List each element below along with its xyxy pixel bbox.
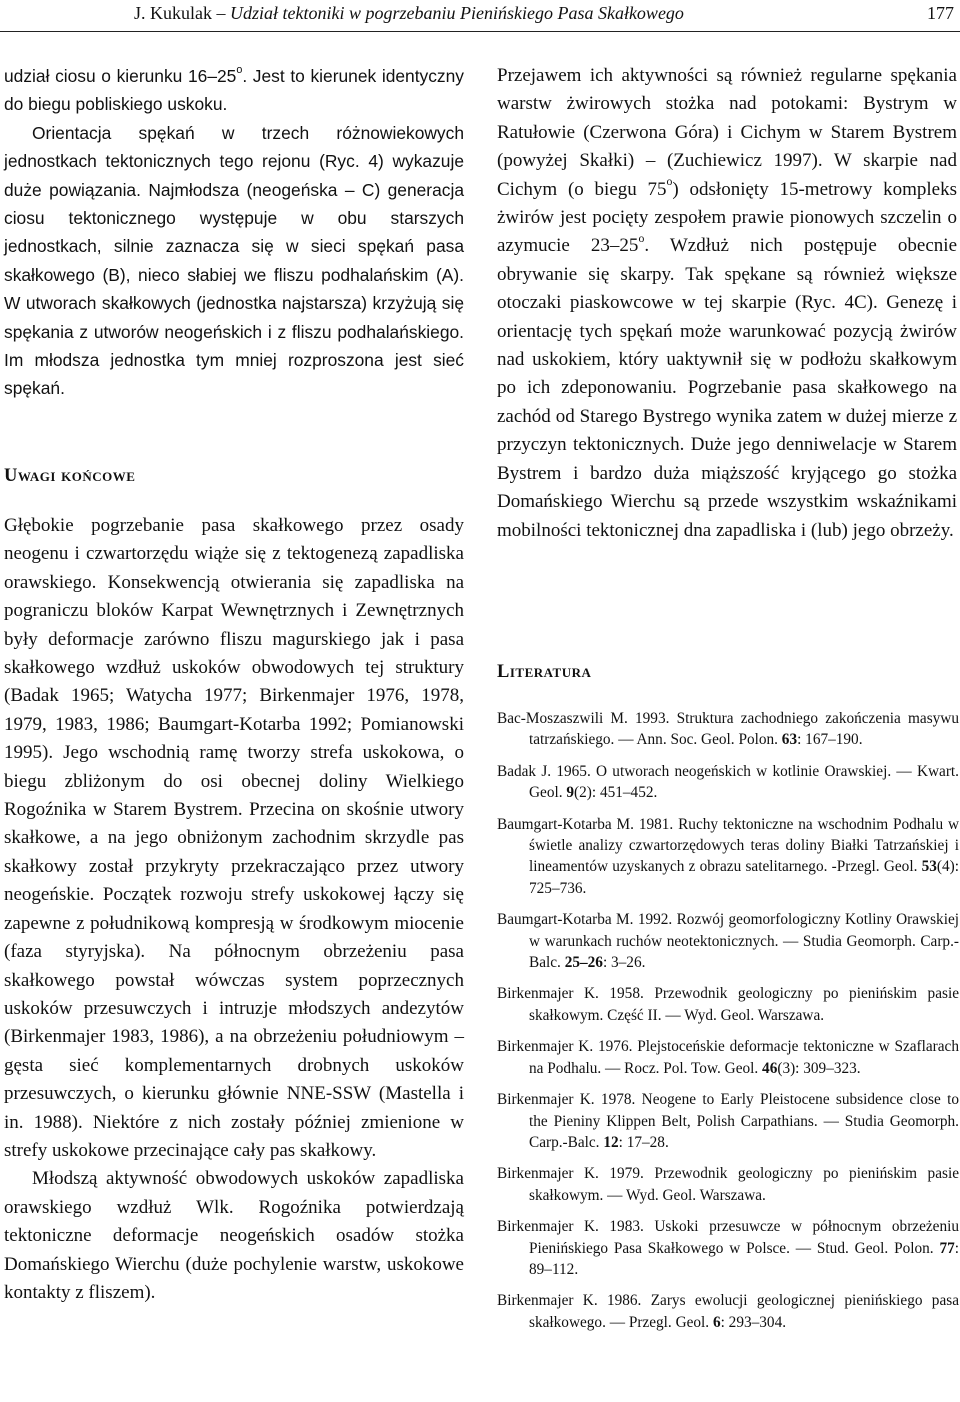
reference-item <box>497 983 959 1026</box>
reference-item <box>497 1089 959 1153</box>
reference-volume: 9 <box>566 784 575 802</box>
left-paragraph-2: Orientacja spękań w trzech różnowiekowych jednostkach tektonicznych tego rejonu (Ryc. 4) wykazuje duże powiązania. Najmłodsza (neogeńska – C) generacja ciosu tektonicznego występuje w obu starszych jednostkach, silnie zaznacza się w sieci spękań pasa skałkowego (B), nieco słabiej we fliszu podhalańskim (A). W utworach skałkowych (jednostka najstarsza) krzyżują się spękania z utworów neogeńskich i z fliszu podhalańskiego. Im młodsza jednostka tym mniej rozproszona jest sieć spękań. <box>4 122 464 399</box>
reference-item <box>497 1290 959 1333</box>
degree-sup: o <box>666 174 673 188</box>
reference-item <box>497 761 959 804</box>
header-rule <box>0 31 960 32</box>
reference-item <box>497 708 959 751</box>
reference-pages: : 89–112. <box>529 1239 959 1278</box>
left-paragraph-1 <box>4 62 464 119</box>
reference-text: Birkenmajer K. 1978. Neogene to Early Pleistocene subsidence close to the Pieniny Klippen Belt, Polish Carpathians. — Studia Geomorph. Carp.-Balc. <box>497 1091 959 1151</box>
reference-pages: (3): 309–323. <box>777 1059 861 1077</box>
reference-text: Birkenmajer K. 1986. Zarys ewolucji geologicznej pienińskiego pasa skałkowego. — Przegl. Geol. <box>497 1292 959 1331</box>
reference-text: Badak J. 1965. O utworach neogeńskich w kotlinie Orawskiej. — Kwart. Geol. <box>497 762 959 802</box>
left-column <box>4 62 464 403</box>
reference-item <box>497 814 959 900</box>
left-paragraph-4: Młodszą aktywność obwodowych uskoków zapadliska orawskiego wzdłuż Wlk. Rogoźnika potwierdzają tektoniczne deformacje neogeńskich osadów stożka Domańskiego Wierchu (duże pochylenie warstw, uskokowe kontakty z fliszem). <box>4 1168 464 1303</box>
right-column <box>497 62 957 545</box>
reference-volume: 25–26 <box>564 954 603 972</box>
section-heading-uwagi: Uwagi końcowe <box>4 466 136 486</box>
reference-text: Birkenmajer K. 1976. Plejstoceńskie deformacje tektoniczne w Szaflarach na Podhalu. — Rocz. Pol. Tow. Geol. <box>497 1038 959 1077</box>
reference-volume: 53 <box>921 858 937 876</box>
running-head-dash: – <box>212 3 230 23</box>
right-paragraph-1 <box>497 62 957 545</box>
reference-pages: : 167–190. <box>797 731 863 749</box>
reference-volume: 63 <box>781 731 798 749</box>
reference-volume: 77 <box>939 1239 955 1257</box>
left-column-body <box>4 512 464 1307</box>
degree-sup: o <box>236 64 243 77</box>
reference-pages: : 293–304. <box>720 1313 787 1331</box>
running-head-author: J. Kukulak <box>134 3 212 23</box>
reference-text: Baumgart-Kotarba M. 1981. Ruchy tektoniczne na wschodnim Podhalu w świetle analizy czwartorzędowych teras doliny Białki Tatrzańskiej i lineamentów uzyskanych z obrazu satelitarnego. -Przegl. Geol. <box>497 815 959 876</box>
reference-item <box>497 1216 959 1280</box>
reference-list <box>497 708 959 1343</box>
left-paragraph-3: Głębokie pogrzebanie pasa skałkowego przez osady neogenu i czwartorzędu wiąże się z tektogenezą zapadliska orawskiego. Konsekwencją otwierania się zapadliska na pograniczu bloków Karpat Wewnętrznych i Zewnętrznych były deformacje zarówno fliszu magurskiego jak i pasa skałkowego wzdłuż uskoków obwodowych tej struktury (Badak 1965; Watycha 1977; Birkenmajer 1976, 1978, 1979, 1983, 1986; Baumgart-Kotarba 1992; Pomianowski 1995). Jego wschodnią ramę tworzy strefa uskokowa, o biegu zbliżonym do osi obecnej doliny Wielkiego Rogoźnika w Starem Bystrem. Przecina on skośnie utwory skałkowe, a na jego obniżonym zachodnim skrzydle pas skałkowy został przykryty przekraczająco przez utwory neogeńskie. Początek rozwoju strefy uskokowej łączy się zapewne z południkową kompresją w środkowym miocenie (faza styryjska). Na północnym obrzeżeniu pasa skałkowego powstał wówczas system poprzecznych uskoków przesuwczych i intruzje młodszych andezytów (Birkenmajer 1983, 1986), a na obrzeżeniu południowym – gęsta sieć komplementarnych drobnych uskoków przesuwczych, o kierunku głównie NNE-SSW (Mastella i in. 1988). Niektóre z nich zostały później zmienione w strefy uskokowe przecinające cały pas skałkowy. <box>4 515 464 1161</box>
right-p1-text-c: . Wzdłuż nich postępuje obecnie obrywanie się skarpy. Tak spękane są również większe otoczaki piaskowcowe w tej skarpie (Ryc. 4C). Genezę i orientację tych spękań może warunkować pozycją żwirów nad uskokiem, który uaktywnił się w podłożu skałkowym po ich zdeponowaniu. Pogrzebanie pasa skałkowego na zachód od Starego Bystrego wynika zatem w dużej mierze z przyczyn tektonicznych. Duże jego denniwelacje w Starem Bystrem i bardzo duża miąższość kryjącego go stożka Domańskiego Wierchu są przede wszystkim wskaźnikami mobilności tektonicznej dna zapadliska i (lub) jego obrzeży. <box>497 235 957 541</box>
running-head-text <box>134 1 684 25</box>
reference-volume: 6 <box>712 1313 721 1331</box>
right-p1-text-b: ) odsłonięty 15-metrowy kompleks żwirów jest pocięty zespołem prawie pionowych szczelin o azymucie 23–25 <box>497 178 957 257</box>
reference-volume: 46 <box>762 1059 778 1077</box>
reference-item <box>497 1163 959 1206</box>
reference-text: Birkenmajer K. 1983. Uskoki przesuwcze w północnym obrzeżeniu Pienińskiego Pasa Skałkowego w Polsce. — Stud. Geol. Polon. <box>497 1218 959 1257</box>
reference-item <box>497 909 959 973</box>
reference-text: Birkenmajer K. 1979. Przewodnik geologiczny po pienińskim pasie skałkowym. — Wyd. Geol. Warszawa. <box>497 1165 959 1204</box>
section-heading-literatura: Literatura <box>497 662 592 682</box>
reference-pages: (2): 451–452. <box>574 784 658 802</box>
page-number: 177 <box>927 3 954 23</box>
reference-item <box>497 1036 959 1079</box>
reference-text: Bac-Moszaszwili M. 1993. Struktura zachodniego zakończenia masywu tatrzańskiego. — Ann. Soc. Geol. Polon. <box>497 710 959 749</box>
reference-text: Birkenmajer K. 1958. Przewodnik geologiczny po pienińskim pasie skałkowym. Część II. — Wyd. Geol. Warszawa. <box>497 985 959 1024</box>
reference-text: Baumgart-Kotarba M. 1992. Rozwój geomorfologiczny Kotliny Orawskiej w warunkach ruchów neotektonicznych. — Studia Geomorph. Carp.-Balc. <box>497 911 959 972</box>
reference-pages: (4): 725–736. <box>529 858 959 897</box>
running-head-title: Udział tektoniki w pogrzebaniu Pienińskiego Pasa Skałkowego <box>230 3 684 23</box>
reference-pages: : 17–28. <box>618 1133 669 1151</box>
reference-pages: : 3–26. <box>602 954 646 972</box>
left-p1-text-a: udział ciosu o kierunku 16–25 <box>4 66 237 86</box>
left-p1-text-b: . Jest to kierunek identyczny do biegu pobliskiego uskoku. <box>4 66 464 115</box>
right-p1-text-a: Przejawem ich aktywności są również regularne spękania warstw żwirowych stożka nad potokami: Bystrym w Ratułowie (Czerwona Góra) i Cichym w Starem Bystrem (powyżej Skałki) – (Zuchiewicz 1997). W skarpie nad Cichym (o biegu 75 <box>497 65 957 200</box>
reference-volume: 12 <box>603 1133 619 1151</box>
degree-sup: o <box>638 231 645 245</box>
running-head <box>0 0 960 31</box>
